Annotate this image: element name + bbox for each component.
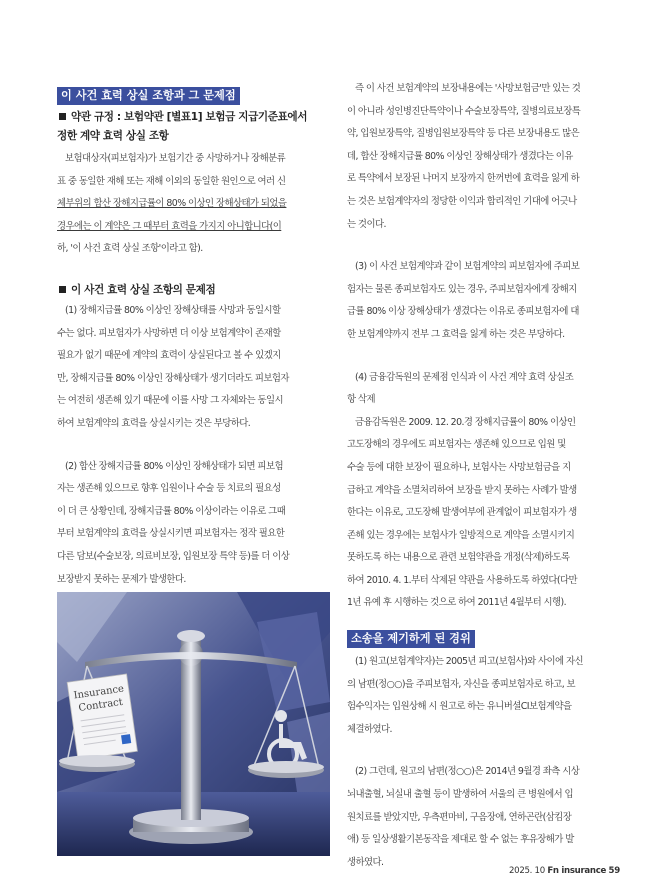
paragraph-problem-2: (2) 합산 장해지급률 80% 이상인 장해상태가 되면 피보험 자는 생존해 있으므로 향후 입원이나 수술 등 치료의 필요성 이 더 큰 상황인데, 장해지급률 80% 이상이라는 이유로 그때 부터 보험계약의 효력을 상실시키면 피보험자는 정작 필요한 다른 담보(수술보장, 의료비보장, 입원보장 특약 등)를 더 이상 보장받지 못하는 문제가 발생한다.: [57, 460, 290, 585]
scales-illustration: [57, 592, 330, 856]
issue-date: 2025. 10: [509, 866, 545, 876]
section-title-clause: 이 사건 효력 상실 조항과 그 문제점: [57, 87, 240, 105]
paragraph-clause-text: 보험대상자(피보험자)가 보험기간 중 사망하거나 장해분류 표 중 동일한 재해 또는 재해 이외의 동일한 원인으로 여러 신 체부위의 합산 장해지급률이 80% 이상인 장해상태가 되었을 경우에는 이 계약은 그 때부터 효력을 가지지 아니합니다(이 하, '이 사건 효력 상실 조항'이라고 함).: [57, 153, 287, 255]
square-bullet-icon: [59, 286, 66, 293]
subheading-problems: 이 사건 효력 상실 조항의 문제점: [57, 281, 331, 300]
paragraph-right-5: (2) 그런데, 원고의 남편(정○○)은 2014년 9월경 좌측 시상 뇌내출혈, 뇌실내 출혈 등이 발생하여 서울의 큰 병원에서 입 원치료를 받았지만, 우측편마비, 구음장애, 연하곤란(삼킴장 애) 등 일상생활기본동작을 제대로 할 수 없는 후유장해가 발 생하였다.: [347, 766, 580, 868]
magazine-name: Fn insurance: [547, 866, 607, 876]
page-number: 59: [608, 866, 620, 876]
document-title-line1: Insurance: [73, 683, 125, 702]
paragraph-right-4: (1) 원고(보험계약자)는 2005년 피고(보험사)와 사이에 자신 의 남편(정○○)을 주피보험자, 자신을 종피보험자로 하고, 보 험수익자는 입원상해 시 원고로 하는 유니버셜CI보험계약을 체결하였다.: [347, 656, 583, 735]
paragraph-right-1: 즉 이 사건 보험계약의 보장내용에는 '사망보험금'만 있는 것 이 아니라 성인병진단특약이나 수술보장특약, 질병의료보장특 약, 입원보장특약, 질병입원보장특약 등 다른 보장내용도 많은 데, 합산 장해지급률 80% 이상인 장해상태가 생겼다는 이유 로 특약에서 보장된 나머지 보장까지 한꺼번에 효력을 잃게 하 는 것은 보험계약자의 정당한 이익과 합리적인 기대에 어긋나 는 것이다.: [347, 83, 581, 230]
square-bullet-icon: [59, 113, 66, 120]
left-column: [57, 84, 331, 591]
page-footer: [509, 866, 620, 876]
section-title-lawsuit: 소송을 제기하게 된 경위: [347, 630, 475, 648]
paragraph-problem-1: (1) 장해지급률 80% 이상인 장해상태를 사망과 동일시할 수는 없다. 피보험자가 사망하면 더 이상 보험계약이 존재할 필요가 없기 때문에 계약의 효력이 상실된다고 볼 수 있겠지 만, 장해지급률 80% 이상인 장해상태가 생기더라도 피보험자 는 여전히 생존해 있기 때문에 이를 사망 그 자체와는 동일시 하여 보험계약의 효력을 상실시키는 것은 부당하다.: [57, 304, 289, 429]
document-title-line2: Contract: [77, 696, 124, 714]
paragraph-right-3: (4) 금융감독원의 문제점 인식과 이 사건 계약 효력 상실조 항 삭제 금융감독원은 2009. 12. 20.경 장해지급률이 80% 이상인 고도장해의 경우에도 피보험자는 생존해 있으므로 입원 및 수술 등에 대한 보장이 필요하나, 보험사는 사망보험금을 지 급하고 계약을 소멸처리하여 보장을 받지 못하는 사례가 발생 한다는 이유로, 고도장해 발생여부에 관계없이 피보험자가 생 존해 있는 경우에는 보험사가 일방적으로 계약을 소멸시키지 못하도록 하는 내용으로 관련 보험약관을 개정(삭제)하도록 하여 2010. 4. 1.부터 삭제된 약관을 사용하도록 하였다(다만 1년 유예 후 시행하는 것으로 하여 2011년 4월부터 시행).: [347, 371, 578, 609]
balance-scale-image: [57, 592, 330, 856]
paragraph-right-2: (3) 이 사건 보험계약과 같이 보험계약의 피보험자에 주피보 험자는 물론 종피보험자도 있는 경우, 주피보험자에게 장해지 급률 80% 이상 장해상태가 생겼다는 이유로 종피보험자에 대 한 보험계약까지 전부 그 효력을 잃게 하는 것은 부당하다.: [347, 261, 580, 340]
right-column: [347, 78, 621, 874]
subheading-clause: 약관 규정 : 보험약관 [별표1] 보험금 지급기준표에서 정한 계약 효력 상실 조항: [57, 111, 308, 142]
